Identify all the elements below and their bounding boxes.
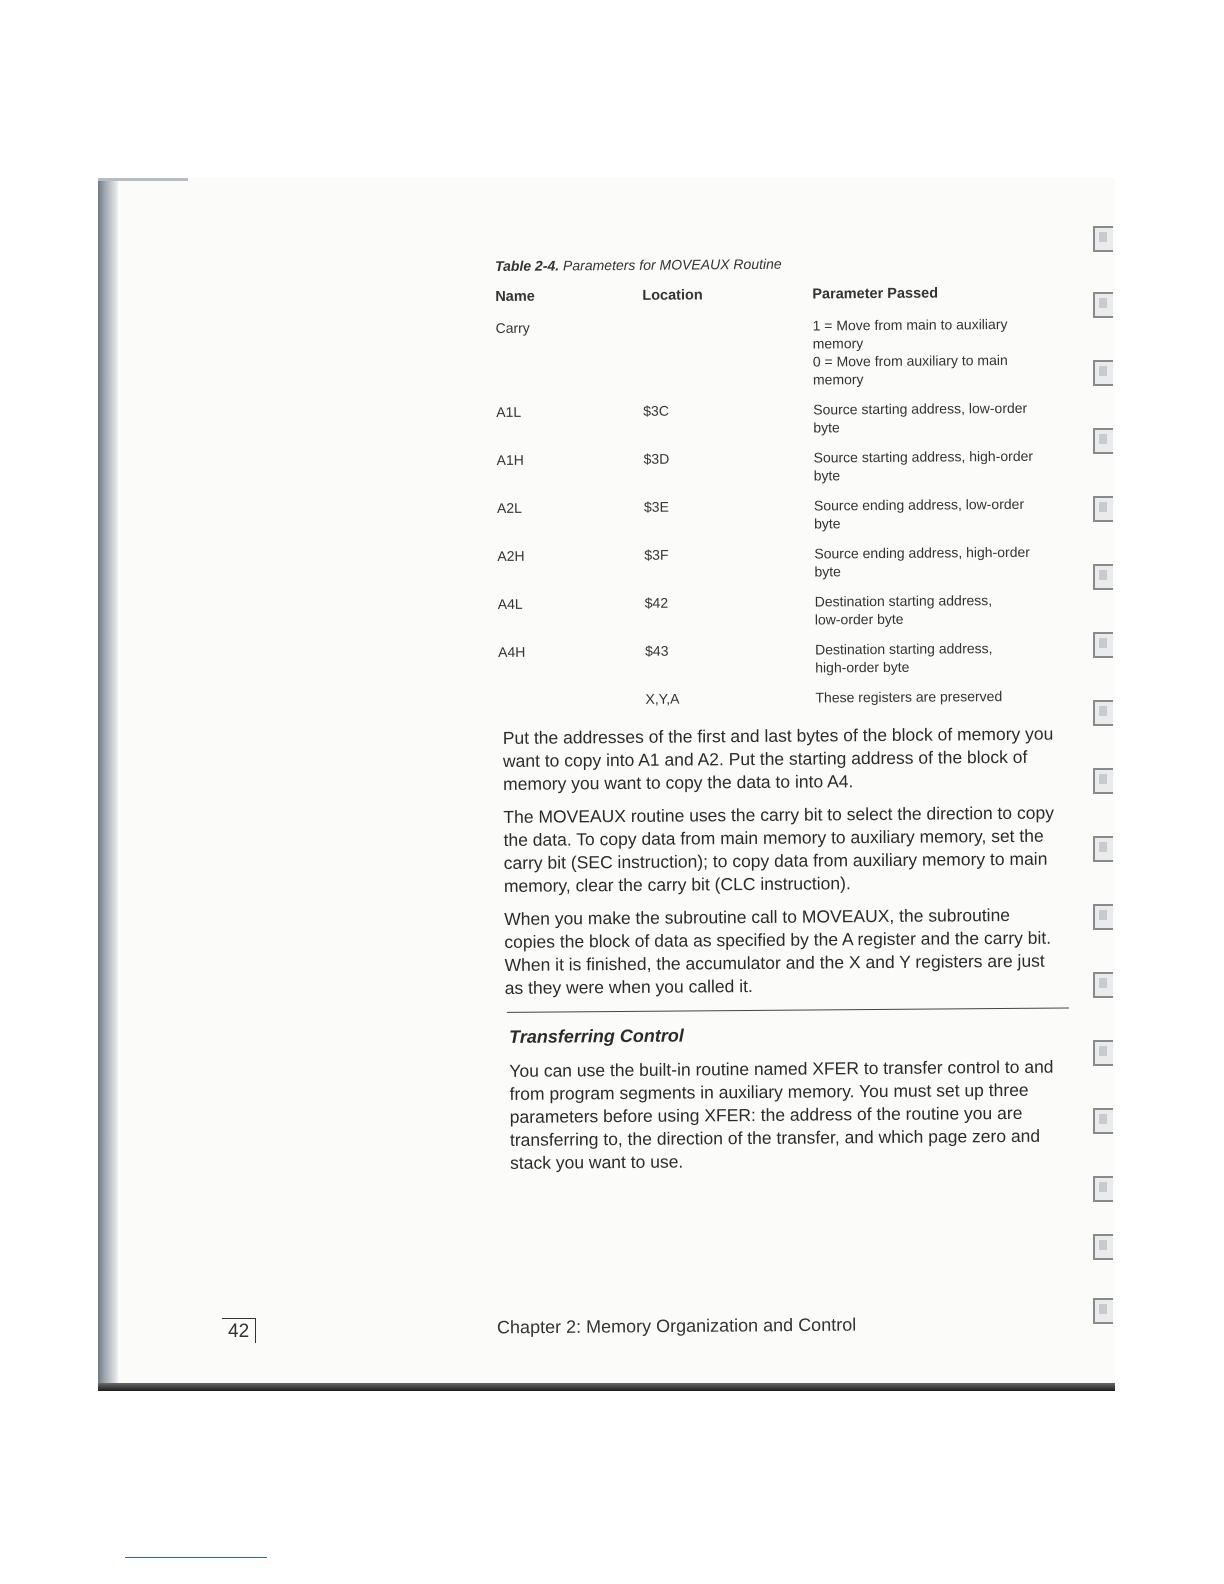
body-paragraph: The MOVEAUX routine uses the carry bit to select the direction to copy the data. To copy data from main memory to auxiliary memory, set the carry bit (SEC instruction); to copy data from auxiliary memory to main memory, clear the carry bit (CLC instruction). xyxy=(503,802,1054,896)
parameter-line: byte xyxy=(813,467,841,484)
cell-location: $3E xyxy=(643,498,669,515)
cell-name: A1L xyxy=(496,403,522,420)
binding-ring xyxy=(1093,1108,1113,1134)
binding-ring xyxy=(1093,1040,1113,1066)
chapter-footer: Chapter 2: Memory Organization and Control xyxy=(496,1314,857,1338)
cell-name: A1H xyxy=(496,451,524,468)
bottom-underline xyxy=(125,1557,267,1558)
cell-location: $3F xyxy=(644,546,669,563)
parameter-line: 1 = Move from main to auxiliary xyxy=(812,315,1008,334)
table-caption-number: Table 2-4. xyxy=(495,257,560,274)
table-row xyxy=(498,639,1068,691)
cell-location: $3C xyxy=(643,402,669,419)
cell-parameter xyxy=(812,315,1066,401)
body-paragraph: Put the addresses of the first and last bytes of the block of memory you want to copy into A1 and A2. Put the starting address of the block of memory you want to copy the data to into A4. xyxy=(502,723,1054,794)
table-row xyxy=(495,315,1066,403)
body-paragraph: When you make the subroutine call to MOVEAUX, the subroutine copies the block of data as specified by the A register and the carry bit. When it is finished, the accumulator and the X and Y registers are just as they were when you called it. xyxy=(504,904,1052,998)
table-caption-title: Parameters for MOVEAUX Routine xyxy=(562,255,782,274)
table-row xyxy=(497,495,1067,547)
binding-ring xyxy=(1093,1176,1113,1202)
parameter-line: Destination starting address, xyxy=(814,592,993,610)
spiral-binding xyxy=(1085,178,1115,1383)
parameter-line: Source ending address, high-order xyxy=(814,543,1030,562)
table-caption xyxy=(495,254,1065,274)
parameter-line: memory xyxy=(812,371,864,388)
cell-parameter xyxy=(813,399,1066,449)
table-row xyxy=(498,687,1068,721)
binding-ring xyxy=(1093,768,1113,794)
binding-ring xyxy=(1093,564,1113,590)
binding-ring xyxy=(1093,904,1113,930)
cell-name: A4H xyxy=(498,643,526,660)
cell-parameter xyxy=(814,495,1067,545)
table-row xyxy=(497,447,1067,499)
binding-ring xyxy=(1093,496,1113,522)
column-header-name: Name xyxy=(495,288,535,305)
binding-ring xyxy=(1093,1298,1113,1324)
parameter-line: Source starting address, high-order xyxy=(813,447,1034,466)
section-paragraph: You can use the built-in routine named XFER to transfer control to and from program segments in auxiliary memory. You must set up three parameters before using XFER: the address of the routine you are transferring to, the direction of the transfer, and which page zero and stack you want to use. xyxy=(509,1056,1054,1173)
binding-ring xyxy=(1093,1234,1113,1260)
parameter-line: Destination starting address, xyxy=(815,640,993,658)
parameter-line: These registers are preserved xyxy=(815,688,1003,706)
cell-parameter xyxy=(815,687,1068,719)
page-number: 42 xyxy=(222,1318,256,1343)
column-header-location: Location xyxy=(642,287,703,304)
binding-ring xyxy=(1093,428,1113,454)
cell-name: Carry xyxy=(495,319,530,336)
binding-ring xyxy=(1093,700,1113,726)
page-edge-top xyxy=(98,178,188,181)
parameter-line: byte xyxy=(814,563,842,580)
parameter-line: Source starting address, low-order xyxy=(813,399,1028,418)
binding-ring xyxy=(1093,972,1113,998)
parameter-line: low-order byte xyxy=(814,610,904,628)
cell-location: $3D xyxy=(643,450,670,467)
parameters-table xyxy=(495,285,1068,721)
cell-name: A2L xyxy=(496,499,522,516)
cell-parameter xyxy=(815,639,1068,689)
cell-name: A4L xyxy=(497,595,523,612)
table-row xyxy=(496,399,1066,451)
parameter-line: byte xyxy=(814,515,841,532)
page-bottom-edge xyxy=(98,1383,1115,1391)
cell-name xyxy=(498,690,645,721)
column-header-parameter: Parameter Passed xyxy=(812,285,939,303)
parameter-line: memory xyxy=(812,335,864,352)
cell-location: X,Y,A xyxy=(645,690,680,707)
cell-parameter xyxy=(815,591,1068,641)
page-content xyxy=(495,254,1072,1185)
binding-ring xyxy=(1093,360,1113,386)
binding-ring xyxy=(1093,836,1113,862)
table-header-row xyxy=(495,285,1065,319)
parameter-line: byte xyxy=(813,419,840,436)
table-row xyxy=(497,543,1067,595)
parameter-line: high-order byte xyxy=(815,658,910,676)
cell-parameter xyxy=(814,447,1067,497)
parameter-line: Source ending address, low-order xyxy=(813,495,1025,514)
cell-location: $43 xyxy=(645,642,669,659)
page-edge-shadow xyxy=(98,178,118,1391)
section-divider xyxy=(507,1008,1069,1013)
binding-ring xyxy=(1093,226,1113,252)
table-row xyxy=(498,591,1068,643)
cell-name: A2H xyxy=(497,547,525,564)
binding-ring xyxy=(1093,292,1113,318)
cell-location xyxy=(642,317,813,402)
section-heading: Transferring Control xyxy=(509,1025,684,1047)
cell-location: $42 xyxy=(644,594,669,611)
cell-parameter xyxy=(814,543,1067,593)
parameter-line: 0 = Move from auxiliary to main xyxy=(812,351,1008,370)
binding-ring xyxy=(1093,632,1113,658)
